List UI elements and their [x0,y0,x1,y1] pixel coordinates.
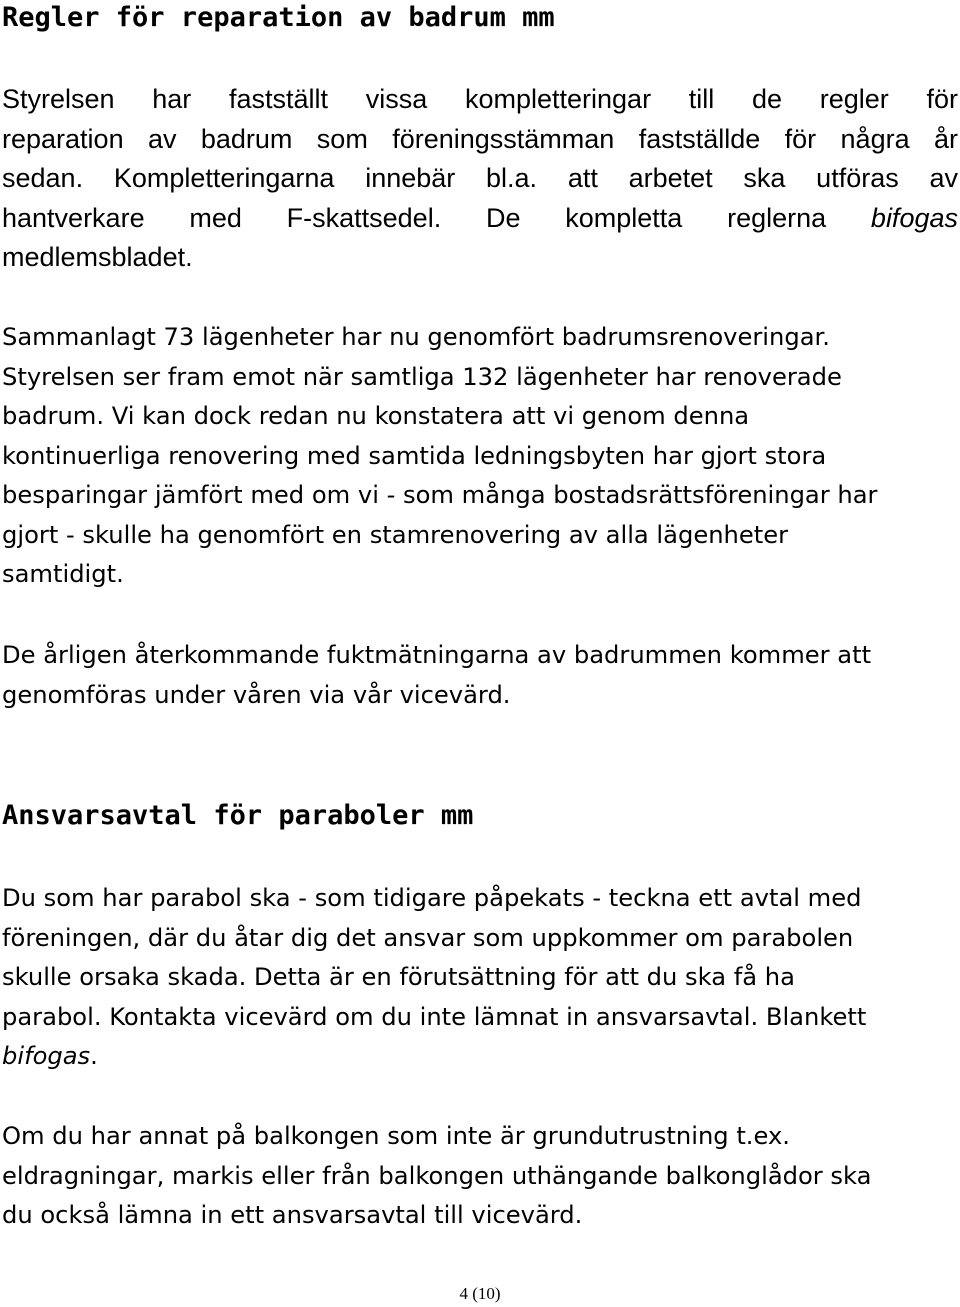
paragraph-line: De årligen återkommande fuktmätningarna av badrummen kommer att [2,641,872,669]
paragraph-line: badrum. Vi kan dock redan nu konstatera att vi genom denna [2,402,750,430]
paragraph-line-text: . [90,1042,98,1070]
paragraph-line: Sammanlagt 73 lägenheter har nu genomfört badrumsrenoveringar. [2,323,830,351]
paragraph-line: Om du har annat på balkongen som inte är grundutrustning t.ex. [2,1122,790,1150]
paragraph-bathroom-rules-intro [2,80,958,278]
italic-word-bifogas: bifogas [2,1042,91,1070]
paragraph-line: genomföras under våren via vår vicevärd. [2,680,511,709]
paragraph-line: gjort - skulle ha genomfört en stamrenovering av alla lägenheter [2,520,789,549]
paragraph-line: kontinuerliga renovering med samtida ledningsbyten har gjort stora [2,441,827,470]
page-number: 4 (10) [459,1284,501,1303]
paragraph-line: Styrelsen har fastställt vissa kompletteringar till de regler för [2,84,958,114]
paragraph-line: besparingar jämfört med om vi - som många bostadsrättsföreningar har [2,481,878,509]
paragraph-line: Styrelsen ser fram emot när samtliga 132 lägenheter har renoverade [2,362,842,391]
section-heading-satellite-dishes: Ansvarsavtal för paraboler mm [2,800,474,831]
italic-word-bifogas: bifogas [870,202,958,233]
paragraph-line: parabol. Kontakta vicevärd om du inte lämnat in ansvarsavtal. Blankett [2,1002,867,1031]
paragraph-line: sedan. Kompletteringarna innebär bl.a. att arbetet ska utföras av [2,163,958,193]
paragraph-line: eldragningar, markis eller från balkongen uthängande balkonglådor ska [2,1161,872,1190]
section-heading-bathroom-rules: Regler för reparation av badrum mm [2,2,555,33]
paragraph-line: du också lämna in ett ansvarsavtal till vicevärd. [2,1201,583,1229]
paragraph-line: föreningen, där du åtar dig det ansvar som uppkommer om parabolen [2,923,854,952]
paragraph-line-text: hantverkare med F-skattsedel. De kompletta reglerna [2,202,871,233]
paragraph-moisture-measurements [2,636,958,715]
paragraph-line: medlemsbladet. [2,242,193,272]
paragraph-line: samtidigt. [2,560,124,588]
paragraph-line [2,1037,958,1077]
paragraph-satellite-agreement [2,879,958,1077]
paragraph-line: skulle orsaka skada. Detta är en förutsättning för att du ska få ha [2,963,795,991]
paragraph-renovation-status [2,318,958,595]
paragraph-line: Du som har parabol ska - som tidigare påpekats - teckna ett avtal med [2,884,862,912]
paragraph-line: reparation av badrum som föreningsstämman fastställde för några år [2,123,958,154]
paragraph-line [2,199,958,239]
paragraph-balcony-items [2,1117,958,1236]
